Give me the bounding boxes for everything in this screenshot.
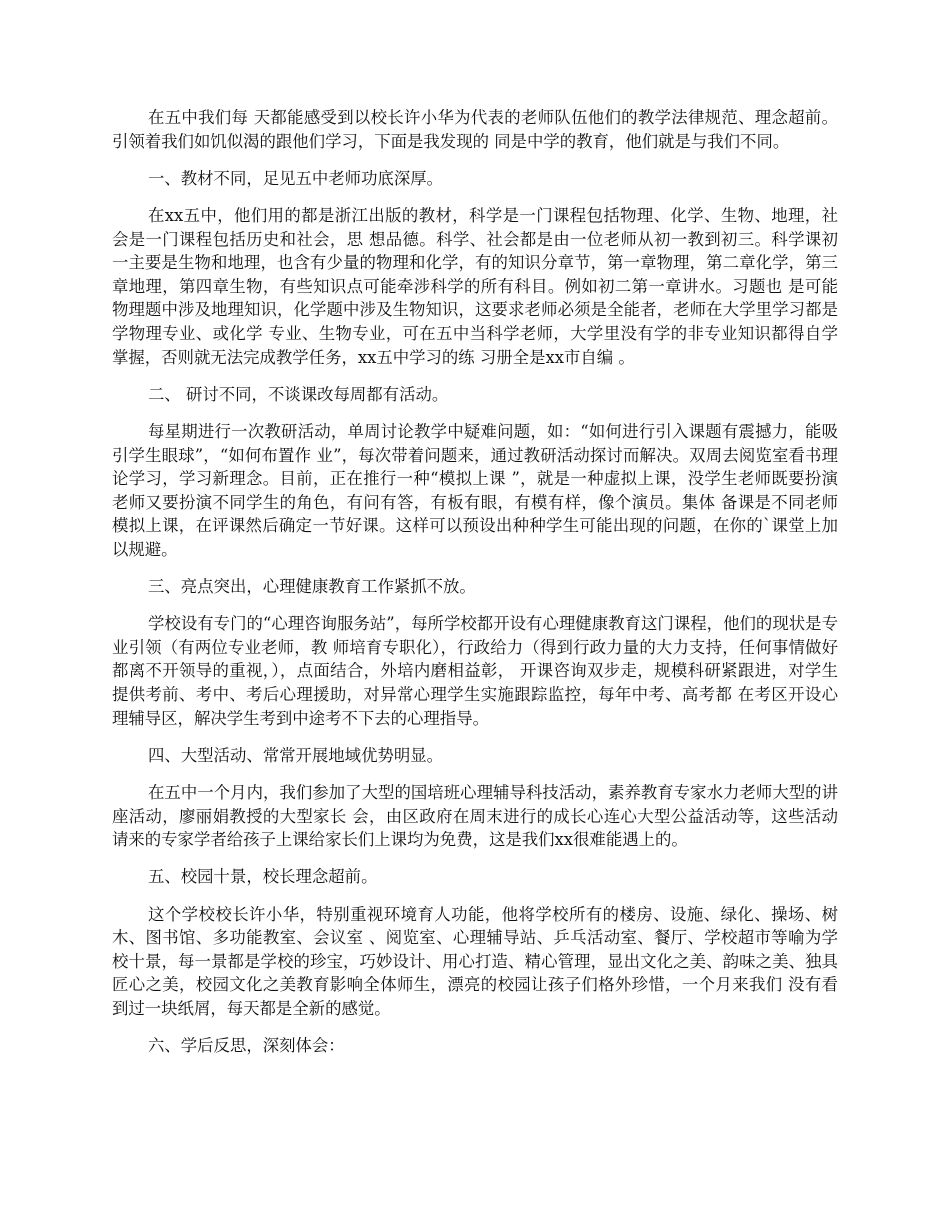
section-body-3: 学校设有专门的“心理咨询服务站”，每所学校都开设有心理健康教育这门课程，他们的现状是专业引领（有两位专业老师，教 师培育专职化），行政给力（得到行政力量的大力支持，任何事情做好都离不开领导的重视，），点面结合，外培内磨相益彰， 开课咨询双步走，规模科研紧跟进，对学生提供考前、考中、考后心理援助，对异常心理学生实施跟踪监控，每年中考、高考都 在考区开设心理辅导区，解决学生考到中途考不下去的心理指导。 (112, 614, 838, 728)
section-body-1: 在xx五中，他们用的都是浙江出版的教材，科学是一门课程包括物理、化学、生物、地理，社会是一门课程包括历史和社会，思 想品德。科学、社会都是由一位老师从初一教到初三。科学课初一主要是生物和地理，也含有少量的物理和化学，有的知识分章节，第一章物理，第二章化学，第三章地理，第四章生物，有些知识点可能牵涉科学的所有科目。例如初二第一章讲水。习题也 是可能物理题中涉及地理知识，化学题中涉及生物知识，这要求老师必须是全能者，老师在大学里学习都是学物理专业、或化学 专业、生物专业，可在五中当科学老师，大学里没有学的非专业知识都得自学掌握，否则就无法完成教学任务，xx五中学习的练 习册全是xx市自编 。 (112, 205, 838, 367)
section-heading-3: 三、亮点突出，心理健康教育工作紧抓不放。 (148, 577, 476, 597)
section-heading-5: 五、校园十景，校长理念超前。 (148, 867, 378, 887)
section-body-5: 这个学校校长许小华，特别重视环境育人功能，他将学校所有的楼房、设施、绿化、操场、树木、图书馆、多功能教室、会议室 、阅览室、心理辅导站、乒乓活动室、餐厅、学校超市等喻为学校十景，每一景都是学校的珍宝，巧妙设计、用心打造、精心管理，显出文化之美、韵味之美、独具匠心之美，校园文化之美教育影响全体师生，漂亮的校园让孩子们格外珍惜，一个月来我们 没有看到过一块纸屑，每天都是全新的感觉。 (112, 904, 838, 1018)
section-heading-1: 一、教材不同，足见五中老师功底深厚。 (148, 168, 444, 188)
section-heading-4: 四、大型活动、常常开展地域优势明显。 (148, 745, 444, 765)
section-heading-2: 二、 研讨不同，不谈课改每周都有活动。 (148, 384, 449, 404)
section-body-2: 每星期进行一次教研活动，单周讨论教学中疑难问题，如：“如何进行引入课题有震撼力，能吸引学生眼球”，“如何布置作 业”，每次带着问题来，通过教研活动探讨而解决。双周去阅览室看书理论学习，学习新理念。目前，正在推行一种“模拟上课 ”，就是一种虚拟上课，没学生老师既要扮演老师又要扮演不同学生的角色，有问有答，有板有眼，有模有样，像个演员。集体 备课是不同老师模拟上课，在评课然后确定一节好课。这样可以预设出种种学生可能出现的问题，在你的`课堂上加以规避。 (112, 421, 838, 559)
section-body-4: 在五中一个月内，我们参加了大型的国培班心理辅导科技活动，素养教育专家水力老师大型的讲座活动，廖丽娟教授的大型家长 会，由区政府在周末进行的成长心连心大型公益活动等，这些活动请来的专家学者给孩子上课给家长们上课均为免费，这是我们xx很难能遇上的。 (112, 783, 838, 850)
intro-paragraph: 在五中我们每 天都能感受到以校长许小华为代表的老师队伍他们的教学法律规范、理念超前。引领着我们如饥似渴的跟他们学习，下面是我发现的 同是中学的教育，他们就是与我们不同。 (112, 108, 838, 151)
section-heading-6: 六、学后反思，深刻体会： (148, 1036, 345, 1056)
document-page (112, 106, 838, 1071)
